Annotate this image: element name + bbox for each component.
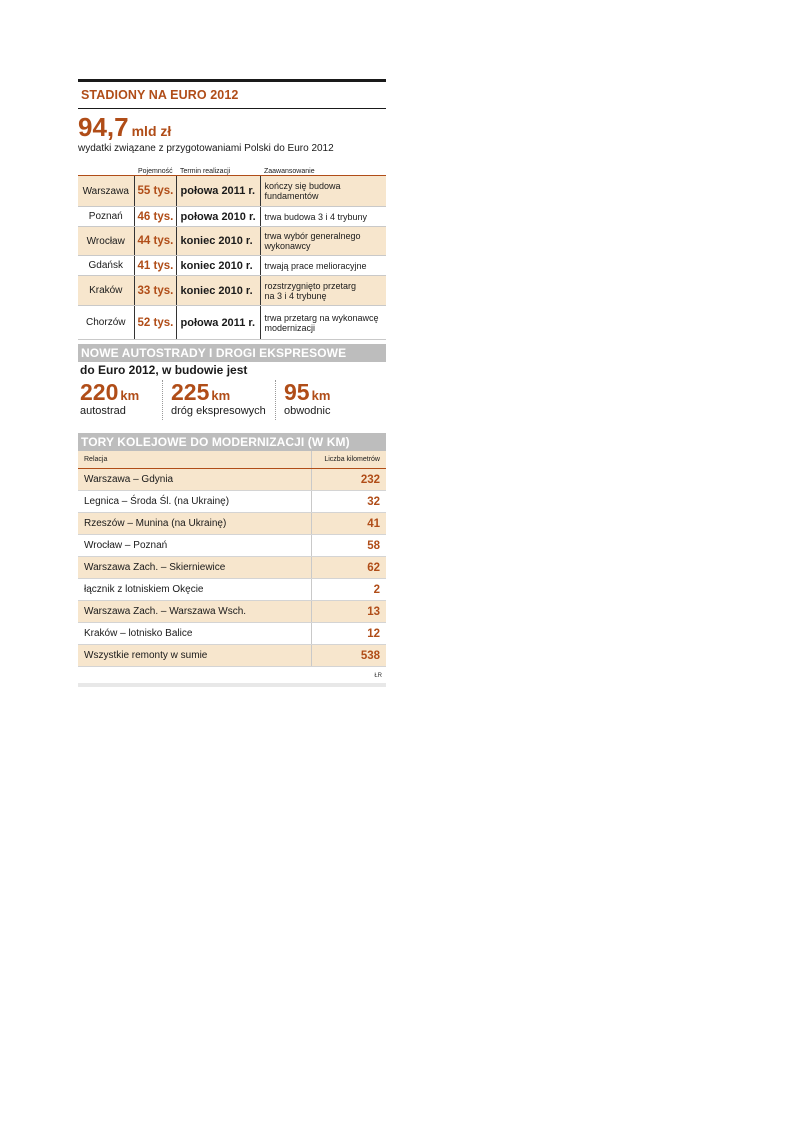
table-row bbox=[78, 579, 386, 601]
progress-line: trwa budowa 3 i 4 trybuny bbox=[264, 211, 368, 222]
stadium-progress bbox=[260, 306, 386, 340]
rail-km: 32 bbox=[311, 491, 386, 513]
col-header-capacity: Pojemność bbox=[134, 162, 176, 176]
table-row bbox=[78, 623, 386, 645]
rail-route: łącznik z lotniskiem Okęcie bbox=[78, 579, 311, 601]
stadium-term: połowa 2011 r. bbox=[176, 176, 260, 207]
road-label: obwodnic bbox=[284, 405, 331, 417]
road-value: 225 bbox=[171, 379, 210, 405]
stadium-progress bbox=[260, 207, 386, 227]
rail-table bbox=[78, 451, 386, 667]
stadium-term: koniec 2010 r. bbox=[176, 256, 260, 276]
rail-route: Warszawa Zach. – Skierniewice bbox=[78, 557, 311, 579]
rail-km: 2 bbox=[311, 579, 386, 601]
table-row bbox=[78, 306, 386, 340]
road-label: dróg ekspresowych bbox=[171, 405, 266, 417]
stadium-term: koniec 2010 r. bbox=[176, 227, 260, 256]
roads-title: NOWE AUTOSTRADY I DROGI EKSPRESOWE bbox=[78, 344, 386, 362]
rail-route: Wrocław – Poznań bbox=[78, 535, 311, 557]
rail-header-row bbox=[78, 451, 386, 469]
rail-route: Warszawa Zach. – Warszawa Wsch. bbox=[78, 601, 311, 623]
stadium-progress bbox=[260, 176, 386, 207]
rail-km: 41 bbox=[311, 513, 386, 535]
table-row bbox=[78, 557, 386, 579]
stadium-capacity: 55 tys. bbox=[134, 176, 176, 207]
progress-line: trwa wybór generalnego bbox=[264, 231, 361, 241]
progress-line: kończy się budowa bbox=[264, 181, 341, 191]
rail-route: Rzeszów – Munina (na Ukrainę) bbox=[78, 513, 311, 535]
stadiums-subtitle: wydatki związane z przygotowaniami Polski do Euro 2012 bbox=[78, 143, 334, 154]
road-label: autostrad bbox=[80, 405, 126, 417]
stadium-capacity: 41 tys. bbox=[134, 256, 176, 276]
rail-km: 12 bbox=[311, 623, 386, 645]
stadiums-total-value: 94,7 bbox=[78, 112, 129, 142]
rail-route: Wszystkie remonty w sumie bbox=[78, 645, 311, 667]
table-row bbox=[78, 256, 386, 276]
stadium-city: Chorzów bbox=[78, 306, 134, 340]
road-figure-motorways bbox=[78, 380, 162, 420]
col-header-progress: Zaawansowanie bbox=[260, 162, 386, 176]
stadiums-header-row bbox=[78, 162, 386, 176]
progress-line: modernizacji bbox=[264, 322, 316, 333]
stadium-city: Kraków bbox=[78, 276, 134, 306]
rail-km: 58 bbox=[311, 535, 386, 557]
table-row bbox=[78, 176, 386, 207]
stadium-progress bbox=[260, 276, 386, 306]
road-figure-bypasses bbox=[275, 380, 374, 420]
road-unit: km bbox=[311, 388, 331, 403]
stadium-term: połowa 2010 r. bbox=[176, 207, 260, 227]
table-row bbox=[78, 513, 386, 535]
stadiums-total bbox=[78, 112, 386, 142]
roads-figures bbox=[78, 380, 386, 420]
progress-line: rozstrzygnięto przetarg bbox=[264, 280, 357, 291]
stadium-capacity: 46 tys. bbox=[134, 207, 176, 227]
progress-line: wykonawcy bbox=[264, 241, 311, 251]
stadium-city: Gdańsk bbox=[78, 256, 134, 276]
rail-km: 13 bbox=[311, 601, 386, 623]
table-row bbox=[78, 469, 386, 491]
progress-line: fundamentów bbox=[264, 191, 319, 201]
table-row-total bbox=[78, 645, 386, 667]
progress-line: trwa przetarg na wykonawcę bbox=[264, 312, 379, 323]
table-row bbox=[78, 491, 386, 513]
table-row bbox=[78, 207, 386, 227]
rail-km: 62 bbox=[311, 557, 386, 579]
stadium-term: połowa 2011 r. bbox=[176, 306, 260, 340]
infographic-panel bbox=[78, 79, 386, 687]
stadium-capacity: 33 tys. bbox=[134, 276, 176, 306]
road-unit: km bbox=[211, 388, 231, 403]
table-row bbox=[78, 227, 386, 256]
stadiums-table bbox=[78, 162, 386, 340]
rail-route: Warszawa – Gdynia bbox=[78, 469, 311, 491]
stadium-progress bbox=[260, 256, 386, 276]
stadium-capacity: 52 tys. bbox=[134, 306, 176, 340]
col-header-km: Liczba kilometrów bbox=[311, 451, 386, 469]
road-figure-expressways bbox=[162, 380, 275, 420]
rail-km: 232 bbox=[311, 469, 386, 491]
stadium-city: Warszawa bbox=[78, 176, 134, 207]
progress-line: trwają prace melioracyjne bbox=[264, 260, 367, 271]
col-header-route: Relacja bbox=[78, 451, 311, 469]
road-value: 95 bbox=[284, 379, 310, 405]
rail-km: 538 bbox=[311, 645, 386, 667]
table-row bbox=[78, 276, 386, 306]
bottom-shade bbox=[78, 683, 386, 687]
rail-route: Kraków – lotnisko Balice bbox=[78, 623, 311, 645]
stadiums-total-unit: mld zł bbox=[131, 123, 172, 139]
stadium-city: Wrocław bbox=[78, 227, 134, 256]
source-credit: ŁR bbox=[374, 673, 382, 679]
stadiums-title: STADIONY NA EURO 2012 bbox=[78, 82, 386, 109]
table-row bbox=[78, 601, 386, 623]
stadium-progress bbox=[260, 227, 386, 256]
stadium-term: koniec 2010 r. bbox=[176, 276, 260, 306]
road-unit: km bbox=[120, 388, 140, 403]
rail-title: TORY KOLEJOWE DO MODERNIZACJI (W KM) bbox=[78, 433, 386, 451]
col-header-term: Termin realizacji bbox=[176, 162, 260, 176]
roads-subtitle: do Euro 2012, w budowie jest bbox=[80, 363, 248, 377]
col-header-city bbox=[78, 162, 134, 176]
stadium-capacity: 44 tys. bbox=[134, 227, 176, 256]
progress-line: na 3 i 4 trybunę bbox=[264, 290, 327, 301]
stadium-city: Poznań bbox=[78, 207, 134, 227]
table-row bbox=[78, 535, 386, 557]
road-value: 220 bbox=[80, 379, 119, 405]
rail-route: Legnica – Środa Śl. (na Ukrainę) bbox=[78, 491, 311, 513]
